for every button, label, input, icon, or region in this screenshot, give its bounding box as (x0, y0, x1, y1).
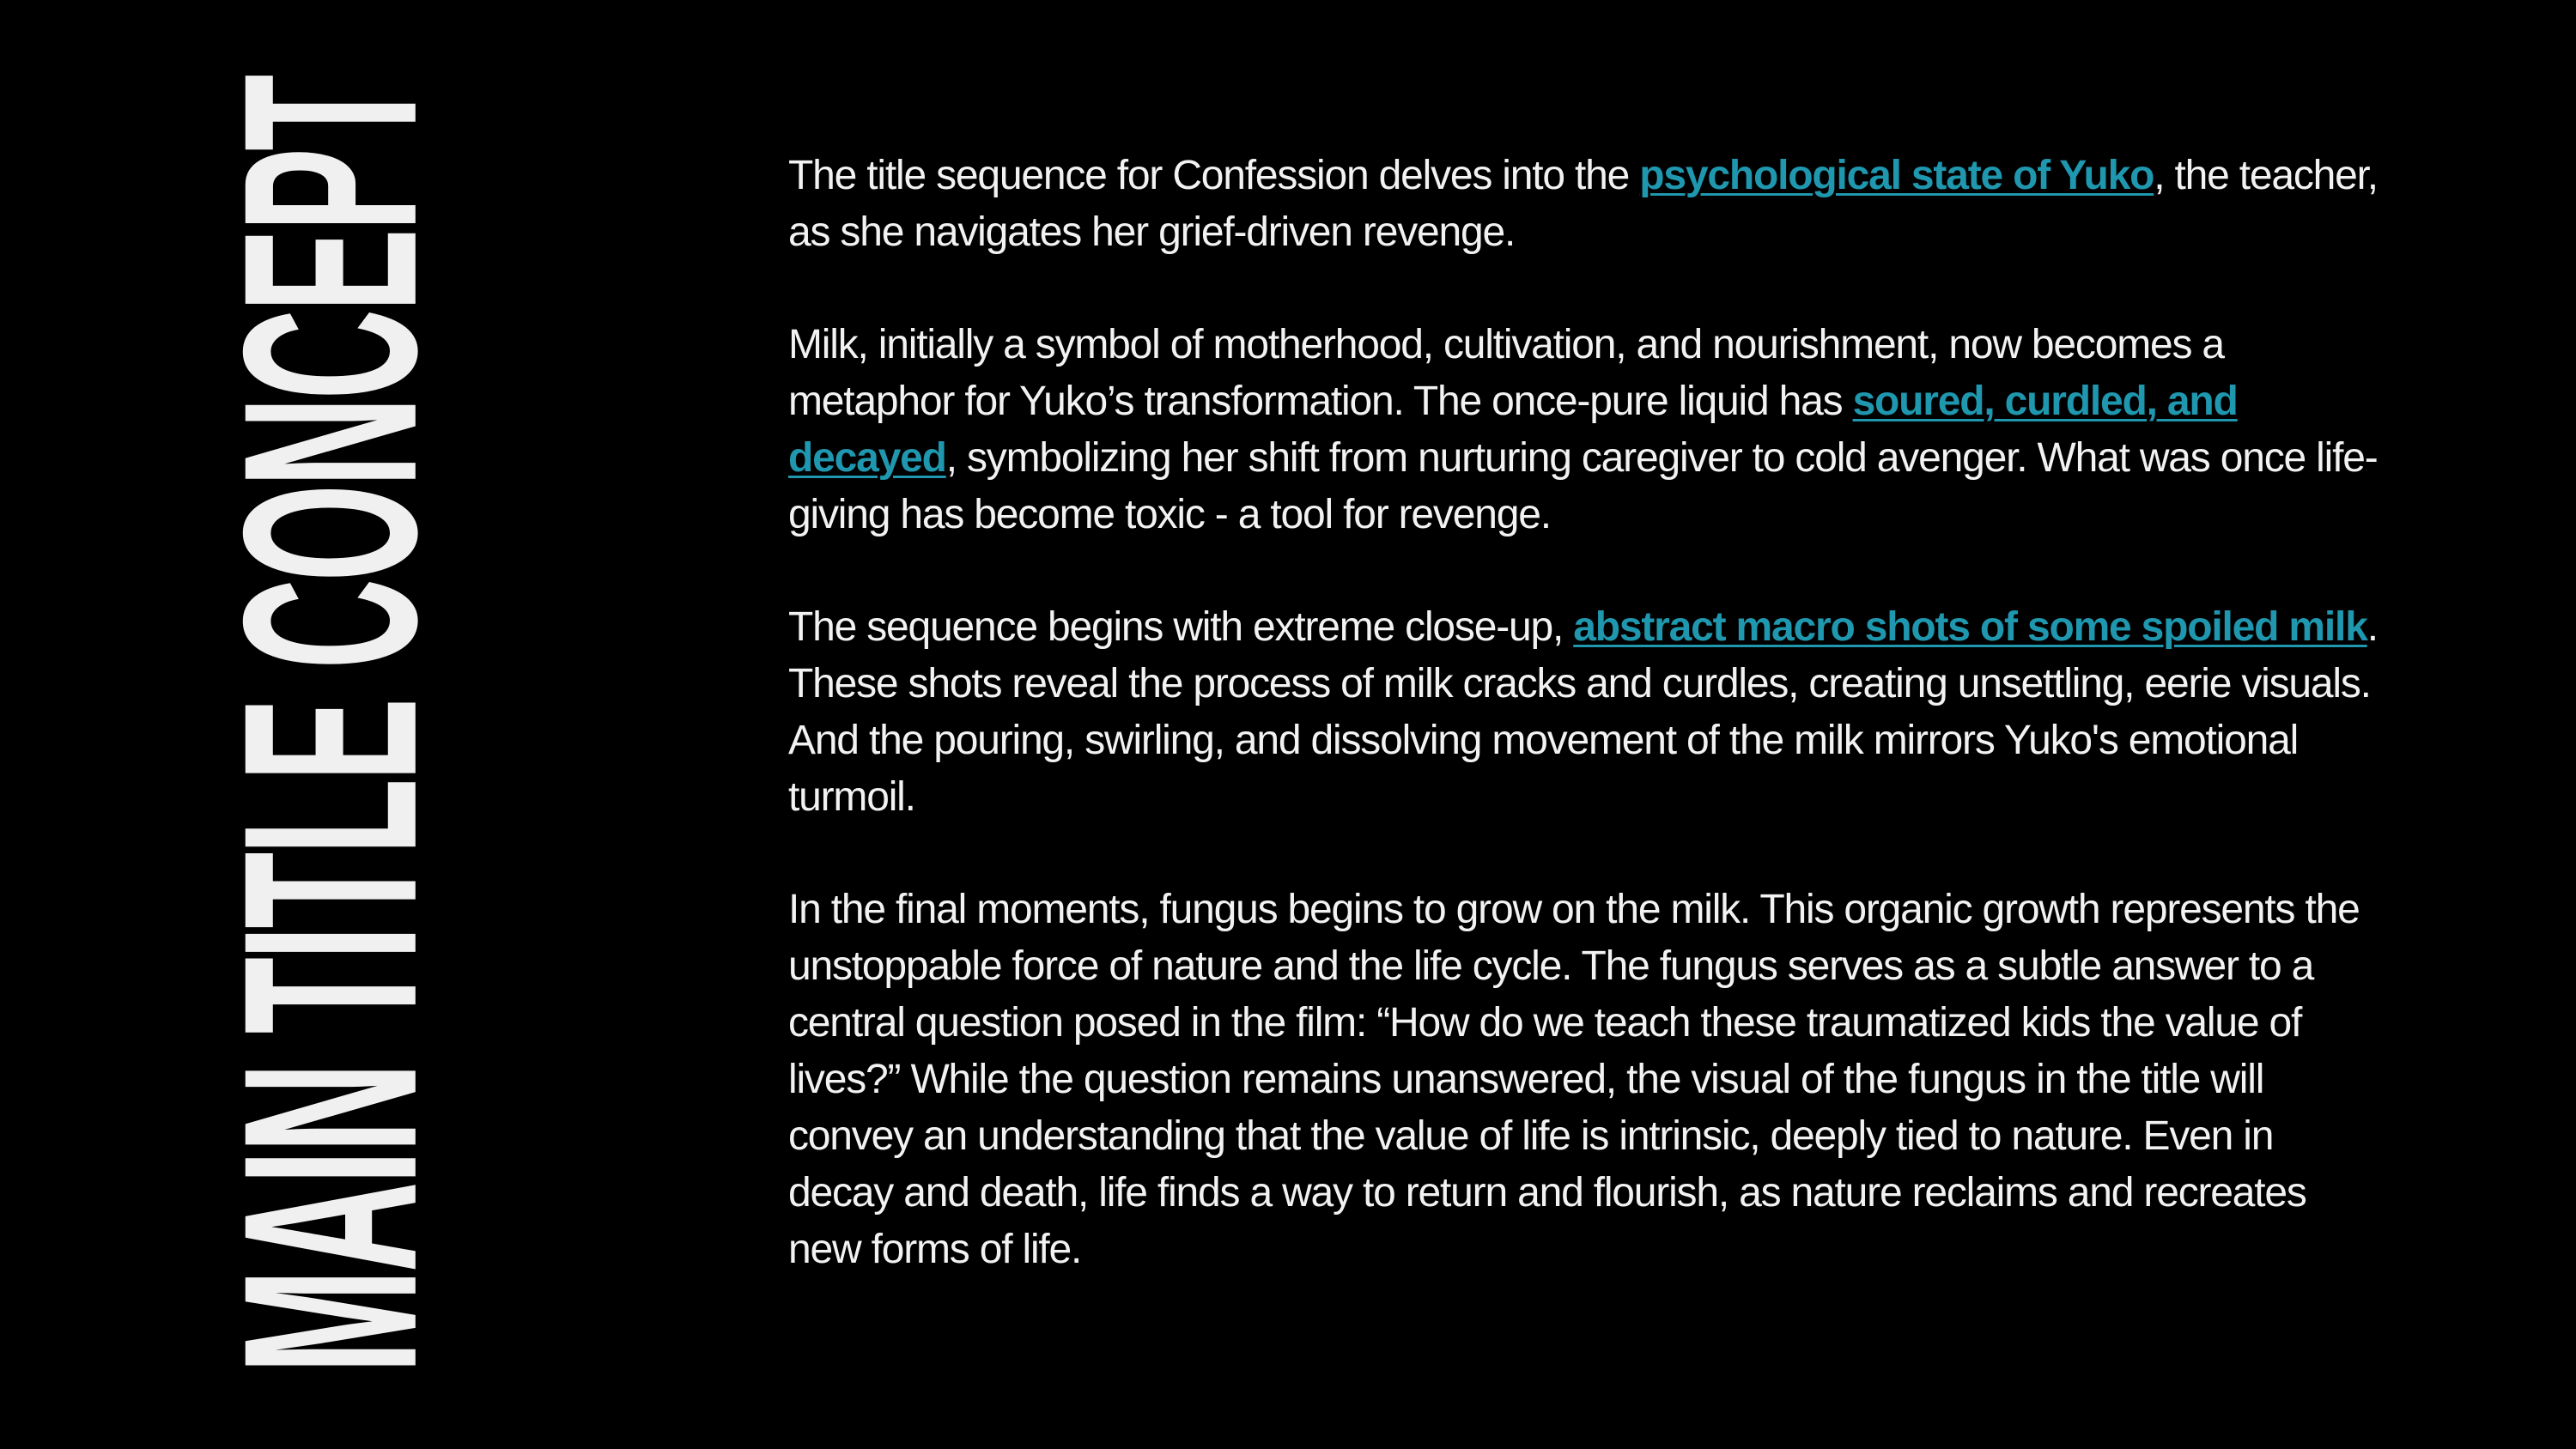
page-title-text: MAIN TITLE CONCEPT (191, 77, 470, 1373)
page-title (191, 73, 470, 1378)
paragraph-3-text-b: . These shots reveal the process of milk cracks and curdles, creating unsettling, eerie visuals. And the pouring, swirling, and dissolving movement of the milk mirrors Yuko's emotional turmoil. (788, 604, 2378, 820)
paragraph-2-text-b: , symbolizing her shift from nurturing caregiver to cold avenger. What was once life-giving has become toxic - a tool for revenge. (788, 435, 2378, 537)
link-abstract-macro-shots[interactable]: abstract macro shots of some spoiled milk (1573, 604, 2367, 650)
paragraph-1-text-a: The title sequence for Confession delves into the (788, 153, 1640, 198)
paragraph-1 (788, 148, 2385, 261)
paragraph-1-text-b: , the teacher, as she navigates her grief-driven revenge. (788, 153, 2378, 255)
paragraph-4-text: In the final moments, fungus begins to grow on the milk. This organic growth represents the unstoppable force of nature and the life cycle. The fungus serves as a subtle answer to a central question posed in the film: “How do we teach these traumatized kids the value of lives?” While the question remains unanswered, the visual of the fungus in the title will convey an understanding that the value of life is intrinsic, deeply tied to nature. Even in decay and death, life finds a way to return and flourish, as nature reclaims and recreates new forms of life. (788, 887, 2360, 1272)
paragraph-2 (788, 317, 2385, 543)
paragraph-2-text-a: Milk, initially a symbol of motherhood, cultivation, and nourishment, now becomes a metaphor for Yuko’s transformation. The once-pure liquid has (788, 322, 2224, 424)
link-soured-curdled-decayed[interactable]: soured, curdled, and decayed (788, 379, 2238, 481)
paragraph-3-text-a: The sequence begins with extreme close-up, (788, 604, 1574, 650)
paragraph-3 (788, 599, 2385, 826)
link-psychological-state[interactable]: psychological state of Yuko (1639, 153, 2154, 198)
body-text (788, 148, 2385, 1334)
paragraph-4 (788, 882, 2385, 1278)
title-container (191, 69, 470, 1382)
